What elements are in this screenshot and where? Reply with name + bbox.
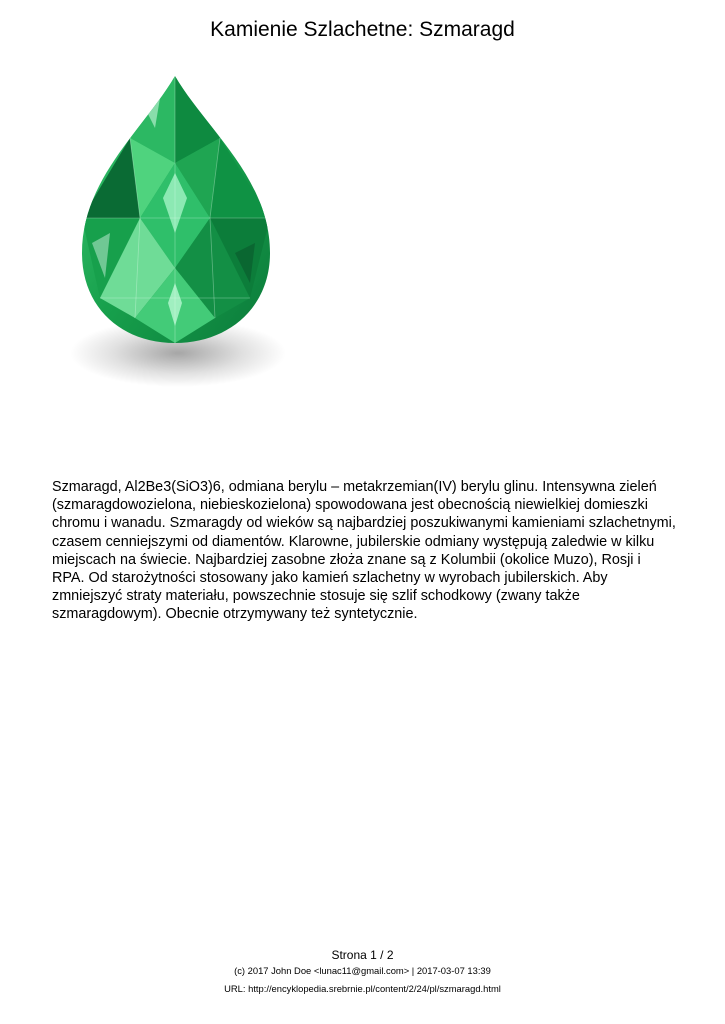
emerald-image: [60, 68, 290, 398]
description-paragraph: Szmaragd, Al2Be3(SiO3)6, odmiana berylu – metakrzemian(IV) berylu glinu. Intensywna zieleń (szmaragdowozielona, niebieskozielona) spowodowana jest obecnością niewielkiej domieszki chromu i wanadu. Szmaragdy od wieków są najbardziej poszukiwanymi kamieniami szlachetnymi, czasem cenniejszymi od diamentów. Klarowne, jubilerskie odmiany występują zaledwie w kilku miejscach na świecie. Najbardziej zasobne złoża znane są z Kolumbii (okolice Muzo), Rosji i RPA. Od starożytności stosowany jako kamień szlachetny w wyrobach jubilerskich. Aby zmniejszyć straty materiału, powszechnie stosuje się szlif schodkowy (zwany także szmaragdowym). Obecnie otrzymywany też syntetycznie.: [52, 479, 676, 623]
source-url: URL: http://encyklopedia.srebrnie.pl/content/2/24/pl/szmaragd.html: [224, 983, 501, 994]
emerald-gem-icon: [60, 68, 290, 398]
page-title: Kamienie Szlachetne: Szmaragd: [210, 18, 515, 41]
page-number: Strona 1 / 2: [331, 948, 394, 962]
copyright-line: (c) 2017 John Doe <lunac11@gmail.com> | 2017-03-07 13:39: [234, 965, 491, 976]
